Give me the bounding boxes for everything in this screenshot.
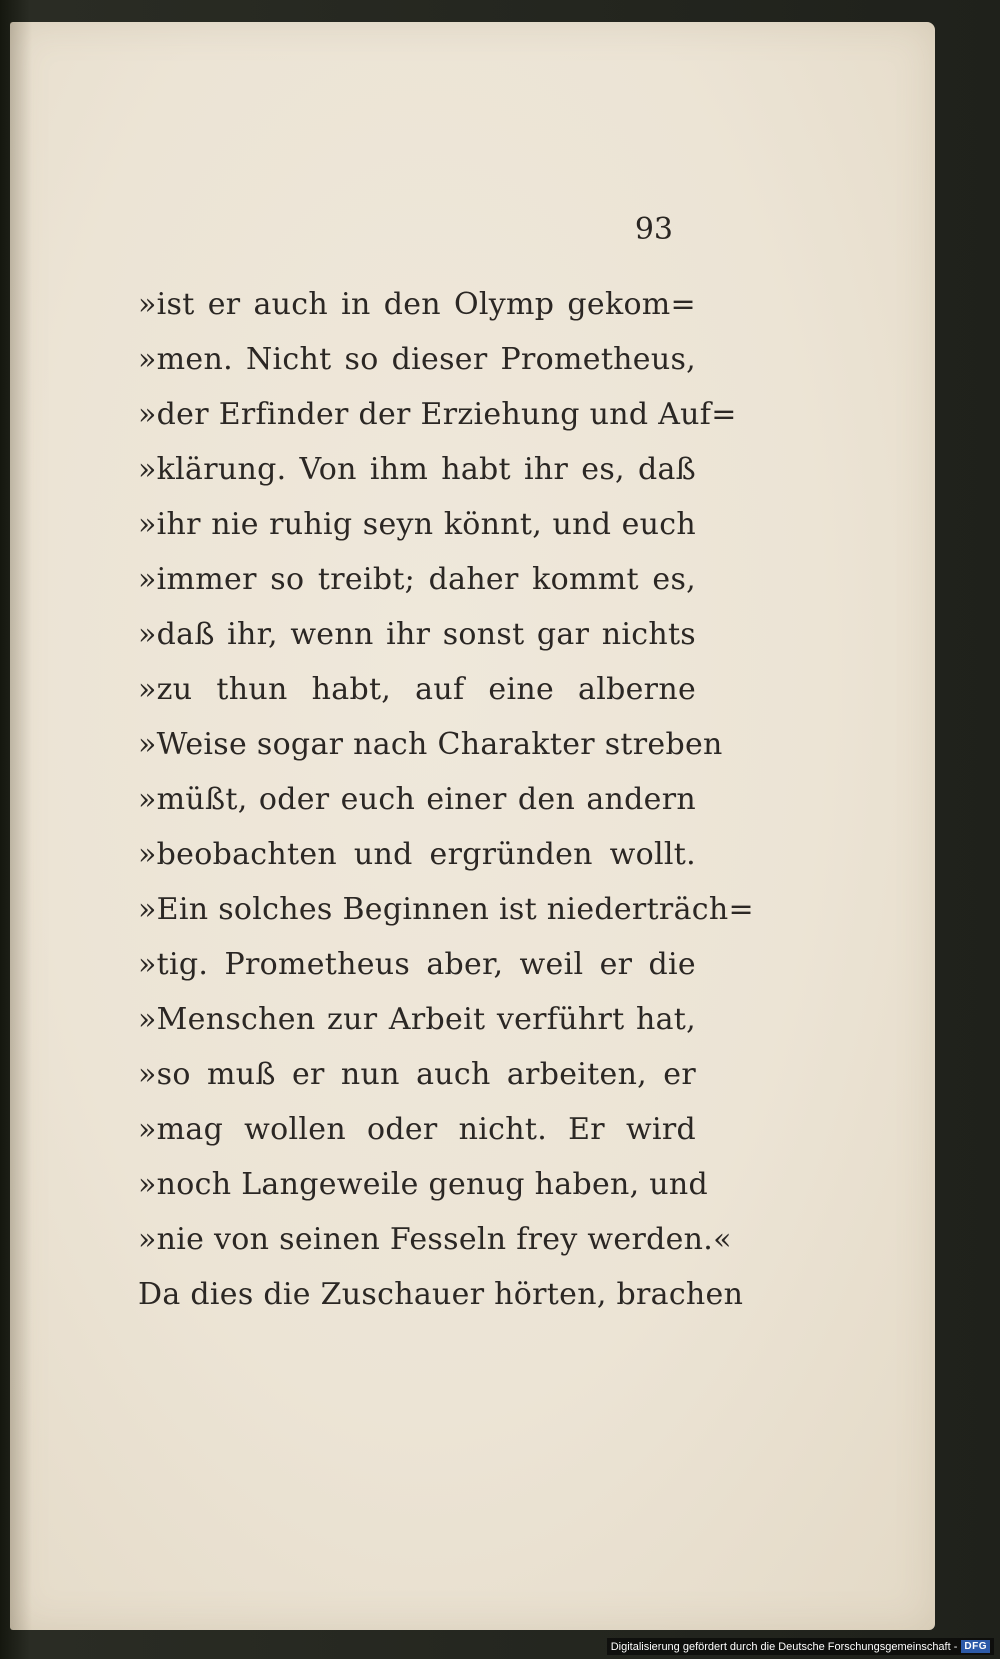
page-text-block (138, 277, 754, 1322)
text-line: »mag wollen oder nicht. Er wird (138, 1112, 696, 1147)
text-line: »men. Nicht so dieser Prometheus, (138, 342, 696, 377)
text-line: »noch Langeweile genug haben, und (138, 1167, 709, 1202)
text-line: »daß ihr, wenn ihr sonst gar nichts (138, 617, 696, 652)
page-number: 93 (634, 212, 673, 247)
text-line: »ihr nie ruhig seyn könnt, und euch (138, 507, 696, 542)
funding-credit (607, 1638, 994, 1655)
text-line: Da dies die Zuschauer hörten, brachen (138, 1277, 744, 1312)
text-line: »klärung. Von ihm habt ihr es, daß (138, 452, 696, 487)
book-page (10, 22, 935, 1630)
text-line: »nie von seinen Fesseln frey werden.« (138, 1222, 732, 1257)
text-line: »ist er auch in den Olymp gekom= (138, 287, 696, 322)
text-line: »so muß er nun auch arbeiten, er (138, 1057, 696, 1092)
dfg-logo-icon: DFG (961, 1640, 990, 1653)
text-line: »tig. Prometheus aber, weil er die (138, 947, 696, 982)
text-line: »immer so treibt; daher kommt es, (138, 562, 696, 597)
text-line: »müßt, oder euch einer den andern (138, 782, 696, 817)
text-line: »der Erfinder der Erziehung und Auf= (138, 397, 737, 432)
text-line: »Menschen zur Arbeit verführt hat, (138, 1002, 696, 1037)
text-line: »Weise sogar nach Charakter streben (138, 727, 723, 762)
funding-credit-text: Digitalisierung gefördert durch die Deutsche Forschungsgemeinschaft - (610, 1640, 958, 1653)
text-line: »zu thun habt, auf eine alberne (138, 672, 696, 707)
text-line: »Ein solches Beginnen ist niederträch= (138, 892, 754, 927)
text-line: »beobachten und ergründen wollt. (138, 837, 696, 872)
